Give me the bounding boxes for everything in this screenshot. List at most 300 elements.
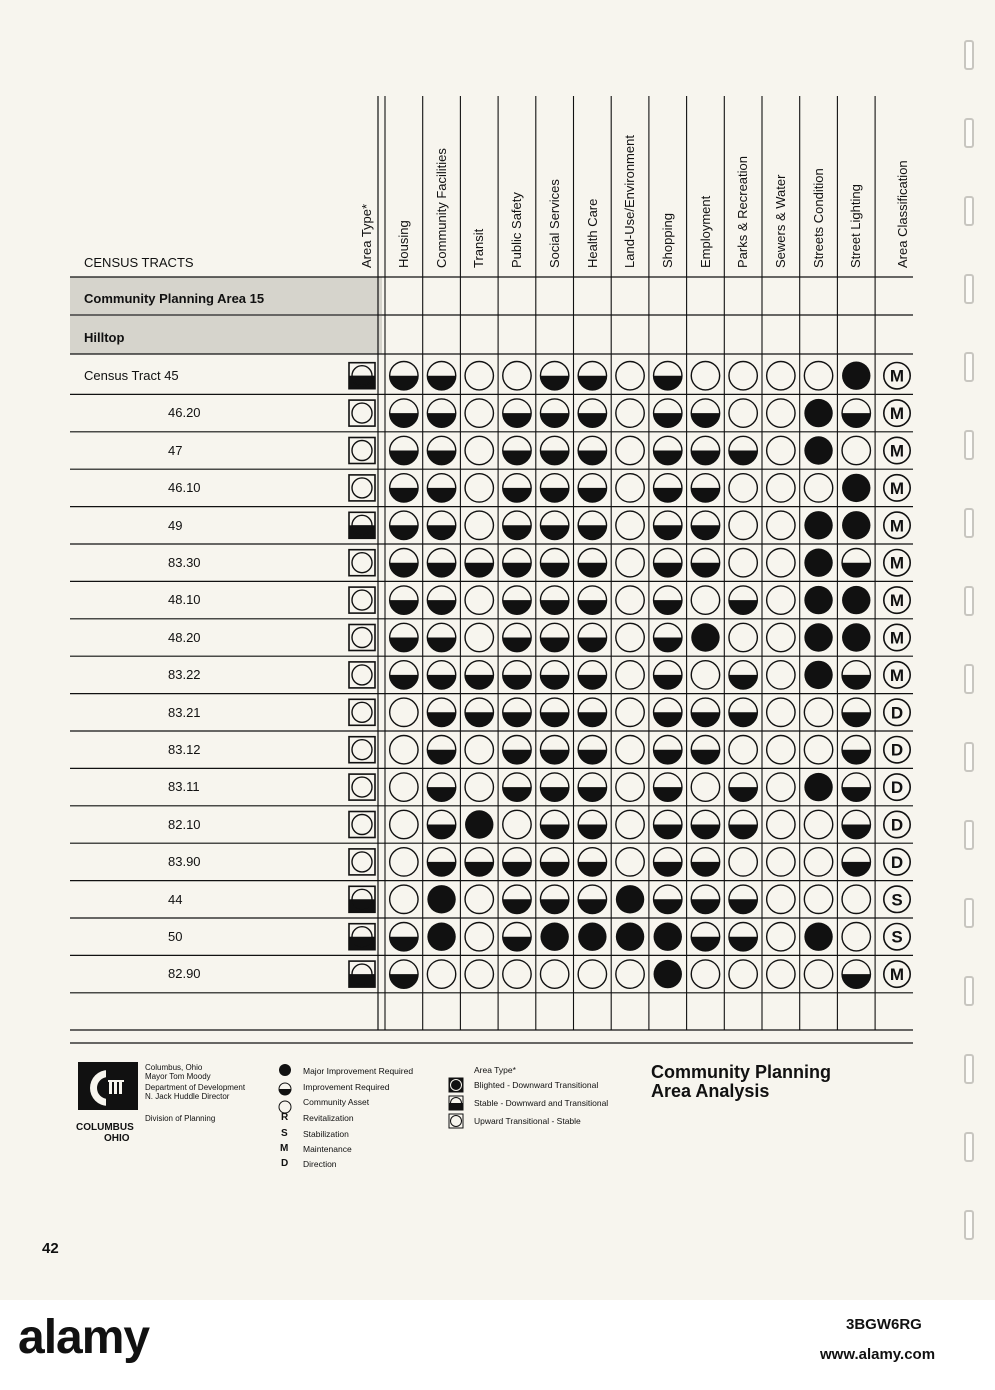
improvement-half-fill: [540, 712, 568, 726]
improvement-half-fill: [654, 825, 682, 839]
census-tract-label: Census Tract 45: [84, 368, 179, 383]
community-asset-circle: [465, 960, 493, 988]
community-asset-circle: [729, 362, 757, 390]
org-line4: N. Jack Huddle Director: [145, 1092, 230, 1101]
legend-major: Major Improvement Required: [303, 1066, 414, 1076]
improvement-half-fill: [427, 563, 455, 577]
binding-ring: [964, 1210, 974, 1240]
area-type-circle: [352, 478, 372, 498]
community-asset-circle: [616, 623, 644, 651]
improvement-half-fill: [427, 862, 455, 876]
improvement-half-fill: [540, 413, 568, 427]
improvement-half-fill: [503, 563, 531, 577]
community-asset-circle: [767, 436, 795, 464]
improvement-half-fill: [654, 451, 682, 465]
major-improvement-circle: [842, 362, 870, 390]
improvement-half-fill: [729, 712, 757, 726]
area-type-circle: [352, 740, 372, 760]
binding-ring: [964, 976, 974, 1006]
community-asset-circle: [616, 362, 644, 390]
improvement-half-fill: [654, 525, 682, 539]
column-header: Community Facilities: [433, 148, 449, 268]
census-tract-label: 44: [168, 891, 183, 907]
improvement-half-fill: [427, 525, 455, 539]
area-type-circle: [352, 665, 372, 685]
improvement-half-fill: [390, 376, 418, 390]
community-asset-circle: [465, 923, 493, 951]
improvement-half-fill: [540, 376, 568, 390]
area-classification-header: Area Classification: [895, 160, 910, 268]
improvement-half-fill: [654, 787, 682, 801]
community-asset-circle: [804, 848, 832, 876]
improvement-half-fill: [654, 862, 682, 876]
major-improvement-circle: [540, 923, 568, 951]
improvement-half-fill: [691, 862, 719, 876]
legend-r-letter: R: [281, 1112, 289, 1123]
improvement-half-fill: [691, 413, 719, 427]
improvement-half-fill: [390, 937, 418, 951]
classification-letter: S: [891, 890, 903, 910]
community-asset-circle: [842, 885, 870, 913]
major-improvement-circle: [616, 923, 644, 951]
improvement-half-fill: [691, 750, 719, 764]
org-line3: Department of Development: [145, 1083, 246, 1092]
community-asset-circle: [767, 474, 795, 502]
area-type-circle: [352, 702, 372, 722]
classification-letter: M: [889, 965, 905, 985]
community-asset-circle: [390, 848, 418, 876]
improvement-half-fill: [842, 675, 870, 689]
classification-letter: M: [889, 591, 905, 611]
major-improvement-circle: [804, 773, 832, 801]
census-tract-label: 50: [168, 929, 183, 944]
census-tract-label: 49: [168, 517, 183, 533]
community-asset-circle: [804, 362, 832, 390]
community-asset-circle: [616, 960, 644, 988]
community-asset-circle: [767, 736, 795, 764]
improvement-half-fill: [503, 675, 531, 689]
classification-letter: D: [890, 815, 904, 835]
column-header: Transit: [471, 228, 487, 268]
community-asset-circle: [767, 362, 795, 390]
major-improvement-circle: [842, 623, 870, 651]
community-asset-circle: [767, 810, 795, 838]
community-asset-circle: [767, 923, 795, 951]
community-asset-circle: [767, 511, 795, 539]
improvement-half-fill: [540, 638, 568, 652]
community-asset-circle: [616, 586, 644, 614]
area-type-circle: [352, 777, 372, 797]
community-asset-circle: [729, 848, 757, 876]
improvement-half-fill: [540, 899, 568, 913]
improvement-half-fill: [540, 451, 568, 465]
improvement-half-fill: [654, 675, 682, 689]
improvement-half-fill: [427, 675, 455, 689]
major-improvement-circle: [804, 623, 832, 651]
improvement-half-fill: [729, 787, 757, 801]
neighborhood-label: Hilltop: [84, 330, 125, 345]
census-tract-label: 83.90: [168, 854, 201, 870]
improvement-half-fill: [427, 638, 455, 652]
community-asset-circle: [465, 474, 493, 502]
improvement-half-fill: [390, 488, 418, 502]
improvement-half-fill: [390, 638, 418, 652]
classification-letter: M: [889, 628, 905, 648]
community-asset-circle: [729, 736, 757, 764]
legend-s-text: Stabilization: [303, 1129, 349, 1139]
area-type-upward: Upward Transitional - Stable: [474, 1116, 581, 1126]
improvement-half-fill: [427, 451, 455, 465]
improvement-half-fill: [578, 750, 606, 764]
binding-ring: [964, 898, 974, 928]
improvement-half-fill: [465, 862, 493, 876]
improvement-half-fill: [842, 413, 870, 427]
improvement-half-fill: [691, 899, 719, 913]
community-asset-circle: [767, 773, 795, 801]
improvement-half-fill: [503, 638, 531, 652]
community-asset-circle: [729, 399, 757, 427]
major-improvement-circle: [578, 923, 606, 951]
area-type-blighted: Blighted - Downward Transitional: [474, 1080, 599, 1090]
classification-letter: M: [889, 553, 905, 573]
community-asset-circle: [465, 773, 493, 801]
improvement-half-fill: [578, 600, 606, 614]
major-improvement-circle: [804, 661, 832, 689]
column-header: Social Services: [546, 179, 562, 268]
community-asset-circle: [691, 773, 719, 801]
improvement-half-fill: [503, 862, 531, 876]
legend-d-letter: D: [281, 1158, 289, 1169]
improvement-half-fill: [390, 974, 418, 988]
community-asset-circle: [691, 362, 719, 390]
improvement-half-fill: [503, 899, 531, 913]
improvement-half-fill: [503, 488, 531, 502]
improvement-half-fill: [842, 750, 870, 764]
binding-ring: [964, 664, 974, 694]
census-tract-label: 46.10: [168, 480, 201, 496]
community-asset-circle: [465, 623, 493, 651]
improvement-half-fill: [842, 712, 870, 726]
improvement-half-fill: [503, 451, 531, 465]
community-asset-circle: [616, 399, 644, 427]
improvement-half-fill: [654, 413, 682, 427]
improvement-half-fill: [390, 563, 418, 577]
improvement-half-fill: [842, 974, 870, 988]
improvement-half-fill: [842, 825, 870, 839]
classification-letter: M: [889, 366, 905, 386]
org-line1: Columbus, Ohio: [145, 1063, 203, 1072]
census-tract-label: 82.10: [168, 816, 201, 832]
community-asset-circle: [804, 960, 832, 988]
major-improvement-circle: [427, 923, 455, 951]
community-asset-circle: [390, 810, 418, 838]
improvement-half-fill: [465, 712, 493, 726]
community-asset-circle: [767, 623, 795, 651]
improvement-half-fill: [654, 488, 682, 502]
binding-ring: [964, 430, 974, 460]
major-improvement-circle: [804, 586, 832, 614]
improvement-half-fill: [503, 750, 531, 764]
community-asset-circle: [390, 736, 418, 764]
improvement-half-fill: [578, 825, 606, 839]
spiral-binding: [958, 0, 995, 1300]
improvement-half-fill: [540, 563, 568, 577]
community-asset-circle: [804, 736, 832, 764]
major-improvement-circle: [691, 623, 719, 651]
improvement-half-fill: [578, 675, 606, 689]
census-tract-label: 83.11: [168, 779, 200, 795]
major-improvement-circle: [616, 885, 644, 913]
major-improvement-circle: [804, 923, 832, 951]
improvement-half-fill: [540, 488, 568, 502]
census-tract-label: 48.20: [168, 629, 201, 645]
census-tract-label: 47: [168, 442, 183, 458]
binding-ring: [964, 274, 974, 304]
area-type-header: Area Type*: [359, 203, 374, 268]
legend-d-text: Direction: [303, 1159, 337, 1169]
legend-s-letter: S: [281, 1128, 288, 1139]
legend-asset: Community Asset: [303, 1097, 370, 1107]
improvement-half-fill: [540, 600, 568, 614]
improvement-half-fill: [427, 488, 455, 502]
column-header: Health Care: [584, 198, 600, 268]
community-asset-circle: [729, 960, 757, 988]
community-asset-circle: [390, 885, 418, 913]
major-improvement-circle: [804, 511, 832, 539]
community-asset-circle: [616, 736, 644, 764]
community-asset-circle: [729, 549, 757, 577]
improvement-half-fill: [578, 451, 606, 465]
org-line2: Mayor Tom Moody: [145, 1072, 211, 1081]
legend-improvement: Improvement Required: [303, 1082, 390, 1092]
improvement-half-fill: [503, 712, 531, 726]
improvement-half-fill: [842, 787, 870, 801]
community-asset-circle: [616, 773, 644, 801]
improvement-half-fill: [540, 787, 568, 801]
column-header: Street Lighting: [848, 184, 864, 268]
improvement-half-fill: [427, 413, 455, 427]
improvement-half-fill: [390, 675, 418, 689]
classification-letter: M: [889, 441, 905, 461]
improvement-half-fill: [578, 787, 606, 801]
census-tract-label: 82.90: [168, 966, 201, 982]
legend-r-text: Revitalization: [303, 1113, 354, 1123]
improvement-half-fill: [654, 638, 682, 652]
column-header: Employment: [697, 195, 713, 268]
community-asset-circle: [616, 848, 644, 876]
community-asset-circle: [767, 549, 795, 577]
improvement-half-fill: [729, 451, 757, 465]
column-header: Streets Condition: [810, 168, 826, 268]
community-asset-circle: [842, 923, 870, 951]
improvement-half-fill: [654, 600, 682, 614]
classification-letter: D: [890, 703, 904, 723]
improvement-half-fill: [503, 600, 531, 614]
area-type-circle: [352, 852, 372, 872]
improvement-half-fill: [540, 862, 568, 876]
page-title-line1: Community Planning: [651, 1062, 831, 1082]
major-improvement-circle: [654, 923, 682, 951]
community-asset-circle: [767, 698, 795, 726]
community-asset-circle: [465, 436, 493, 464]
improvement-half-fill: [427, 787, 455, 801]
improvement-half-fill: [503, 525, 531, 539]
improvement-half-fill: [390, 413, 418, 427]
improvement-half-fill: [578, 488, 606, 502]
community-asset-circle: [767, 661, 795, 689]
improvement-half-fill: [390, 525, 418, 539]
improvement-half-fill: [578, 712, 606, 726]
community-asset-circle: [616, 436, 644, 464]
census-tract-label: 83.30: [168, 555, 201, 570]
community-asset-circle: [767, 399, 795, 427]
binding-ring: [964, 1054, 974, 1084]
community-asset-circle: [691, 661, 719, 689]
community-asset-circle: [616, 549, 644, 577]
community-asset-circle: [767, 848, 795, 876]
improvement-half-fill: [654, 750, 682, 764]
improvement-half-fill: [540, 675, 568, 689]
major-improvement-circle: [804, 549, 832, 577]
community-asset-circle: [465, 511, 493, 539]
community-asset-circle: [465, 885, 493, 913]
community-asset-circle: [767, 586, 795, 614]
binding-ring: [964, 118, 974, 148]
logo-text-ohio: OHIO: [104, 1133, 130, 1144]
binding-ring: [964, 196, 974, 226]
census-tract-label: 48.10: [168, 592, 201, 608]
binding-ring: [964, 352, 974, 382]
improvement-half-fill: [729, 600, 757, 614]
community-asset-circle: [503, 362, 531, 390]
column-header: Shopping: [659, 213, 675, 268]
census-tract-label: 83.22: [168, 667, 201, 683]
improvement-half-fill: [427, 600, 455, 614]
improvement-half-fill: [578, 862, 606, 876]
community-asset-circle: [465, 362, 493, 390]
community-asset-circle: [540, 960, 568, 988]
major-improvement-circle: [842, 474, 870, 502]
classification-letter: M: [889, 665, 905, 685]
area-type-circle: [352, 441, 372, 461]
census-tract-label: 83.12: [168, 742, 201, 757]
improvement-half-fill: [427, 376, 455, 390]
improvement-half-fill: [540, 525, 568, 539]
binding-ring: [964, 586, 974, 616]
improvement-half-fill: [578, 525, 606, 539]
column-header: Housing: [396, 220, 411, 268]
watermark-brand: alamy: [18, 1311, 150, 1364]
improvement-half-fill: [691, 563, 719, 577]
improvement-half-fill: [654, 899, 682, 913]
community-asset-circle: [616, 810, 644, 838]
binding-ring: [964, 742, 974, 772]
binding-ring: [964, 508, 974, 538]
census-tract-label: 46.20: [168, 405, 201, 421]
community-asset-circle: [503, 960, 531, 988]
census-tracts-header: CENSUS TRACTS: [84, 255, 194, 270]
classification-letter: D: [890, 852, 904, 872]
area-type-circle: [352, 590, 372, 610]
column-header: Public Safety: [509, 192, 525, 268]
community-asset-circle: [729, 474, 757, 502]
legend-m-text: Maintenance: [303, 1144, 352, 1154]
planning-area-label: Community Planning Area 15: [84, 291, 265, 306]
improvement-half-fill: [390, 600, 418, 614]
community-asset-circle: [578, 960, 606, 988]
improvement-half-fill: [578, 638, 606, 652]
improvement-half-fill: [729, 675, 757, 689]
community-asset-circle: [465, 736, 493, 764]
community-asset-circle: [691, 960, 719, 988]
legend-m-letter: M: [280, 1143, 289, 1154]
classification-letter: D: [890, 740, 904, 760]
major-improvement-circle: [654, 960, 682, 988]
columbus-logo: [78, 1062, 138, 1122]
page-title-line2: Area Analysis: [651, 1081, 770, 1101]
community-asset-circle: [465, 399, 493, 427]
area-type-legend-title: Area Type*: [474, 1065, 516, 1075]
community-asset-circle: [767, 885, 795, 913]
improvement-half-fill: [654, 563, 682, 577]
improvement-half-fill: [427, 825, 455, 839]
major-improvement-circle: [804, 399, 832, 427]
community-asset-circle: [729, 511, 757, 539]
improvement-half-fill: [503, 413, 531, 427]
area-type-circle: [352, 553, 372, 573]
improvement-half-fill: [427, 712, 455, 726]
improvement-half-fill: [729, 825, 757, 839]
improvement-half-fill: [578, 413, 606, 427]
binding-ring: [964, 1132, 974, 1162]
major-improvement-circle: [842, 586, 870, 614]
classification-letter: S: [891, 927, 903, 947]
area-type-circle: [352, 403, 372, 423]
classification-letter: M: [889, 404, 905, 424]
improvement-half-fill: [691, 451, 719, 465]
improvement-half-fill: [578, 899, 606, 913]
community-asset-circle: [465, 586, 493, 614]
watermark-bar: [0, 1300, 995, 1390]
community-asset-circle: [804, 885, 832, 913]
org-line5: Division of Planning: [145, 1114, 216, 1123]
community-asset-circle: [390, 773, 418, 801]
classification-letter: M: [889, 516, 905, 536]
improvement-half-fill: [842, 862, 870, 876]
improvement-half-fill: [691, 937, 719, 951]
classification-letter: M: [889, 478, 905, 498]
area-type-circle: [352, 628, 372, 648]
column-header: Parks & Recreation: [735, 156, 751, 268]
improvement-half-fill: [578, 376, 606, 390]
community-asset-circle: [842, 436, 870, 464]
community-asset-circle: [616, 698, 644, 726]
census-tract-label: 83.21: [168, 704, 201, 720]
improvement-half-fill: [842, 563, 870, 577]
improvement-half-fill: [427, 750, 455, 764]
improvement-half-fill: [503, 787, 531, 801]
community-asset-circle: [691, 586, 719, 614]
area-type-legend-symbols: [448, 1077, 464, 1137]
improvement-half-fill: [691, 712, 719, 726]
community-asset-circle: [616, 661, 644, 689]
column-header: Sewers & Water: [773, 174, 788, 268]
community-asset-circle: [729, 623, 757, 651]
improvement-half-fill: [540, 825, 568, 839]
improvement-half-fill: [503, 937, 531, 951]
improvement-half-fill: [691, 525, 719, 539]
improvement-half-fill: [465, 563, 493, 577]
